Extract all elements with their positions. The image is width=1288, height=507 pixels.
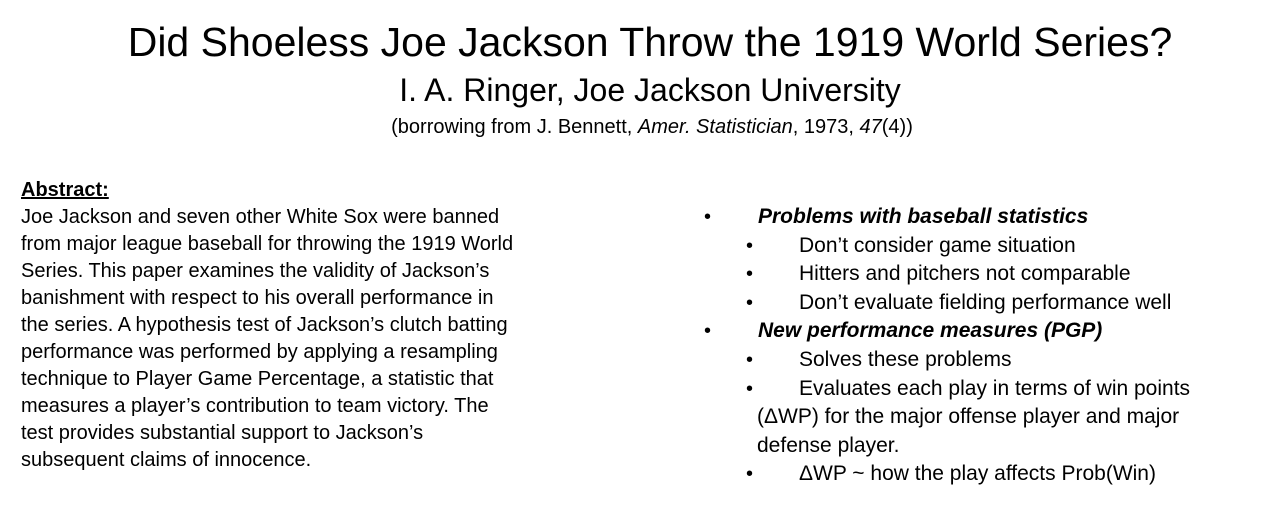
abstract-line: from major league baseball for throwing the 1919 World	[21, 233, 514, 255]
citation	[0, 113, 1288, 141]
citation-volume: 47	[859, 116, 882, 138]
bullet-label: Don’t evaluate fielding performance well	[799, 290, 1172, 314]
abstract-line: Series. This paper examines the validity of Jackson’s	[21, 260, 490, 282]
abstract-line: measures a player’s contribution to team victory. The	[21, 395, 489, 417]
bullet-subitem-evaluates-each-play	[700, 375, 1280, 461]
abstract-line: technique to Player Game Percentage, a statistic that	[21, 368, 494, 390]
bullet-label: Evaluates each play in terms of win points	[799, 376, 1191, 400]
bullet-item-problems-with-baseball-statistics	[700, 203, 1280, 232]
bullet-item-new-performance-measures	[700, 317, 1280, 346]
citation-journal: Amer. Statistician	[637, 116, 793, 138]
bullet-subitem-fielding	[700, 289, 1280, 318]
bullet-label: Solves these problems	[799, 347, 1012, 371]
abstract-line: Joe Jackson and seven other White Sox were banned	[21, 206, 500, 228]
abstract-line: test provides substantial support to Jackson’s	[21, 422, 424, 444]
abstract-line: performance was performed by applying a resampling	[21, 341, 498, 363]
citation-suffix: (4))	[881, 116, 913, 138]
bullet-icon: •	[746, 377, 754, 400]
bullet-label: New performance measures (PGP)	[758, 319, 1103, 343]
bullet-icon: •	[746, 263, 754, 286]
bullet-icon: •	[704, 320, 712, 343]
bullet-icon: •	[746, 234, 754, 257]
bullet-subitem-hitters-pitchers	[700, 260, 1280, 289]
bullet-label: Hitters and pitchers not comparable	[799, 262, 1131, 286]
citation-prefix: (borrowing from J. Bennett,	[391, 116, 638, 138]
bullet-icon: •	[746, 463, 754, 486]
bullet-label: Problems with baseball statistics	[758, 205, 1089, 228]
abstract-line: subsequent claims of innocence.	[21, 449, 312, 471]
bullet-icon: •	[746, 291, 754, 314]
abstract-section	[21, 176, 661, 474]
author-affiliation: I. A. Ringer, Joe Jackson University	[399, 72, 901, 108]
bullet-icon: •	[746, 348, 754, 371]
bullet-subitem-solves-problems	[700, 346, 1280, 375]
bullet-label: ΔWP ~ how the play affects Prob(Win)	[799, 462, 1156, 486]
abstract-body	[21, 204, 661, 474]
abstract-line: banishment with respect to his overall performance in	[21, 287, 494, 309]
poster-title: Did Shoeless Joe Jackson Throw the 1919 World Series?	[127, 19, 1173, 65]
bullet-subitem-delta-wp	[700, 460, 1280, 489]
bullet-icon: •	[704, 206, 712, 228]
bullet-label-continuation: defense player.	[757, 433, 900, 457]
abstract-heading: Abstract:	[21, 179, 109, 201]
bullet-subitem-game-situation	[700, 232, 1280, 261]
bullet-label: Don’t consider game situation	[799, 233, 1076, 257]
citation-middle: , 1973,	[792, 116, 860, 138]
abstract-line: the series. A hypothesis test of Jackson’s clutch batting	[21, 314, 508, 336]
bullet-label-continuation: (ΔWP) for the major offense player and major	[757, 405, 1180, 429]
bullet-list	[700, 203, 1280, 489]
